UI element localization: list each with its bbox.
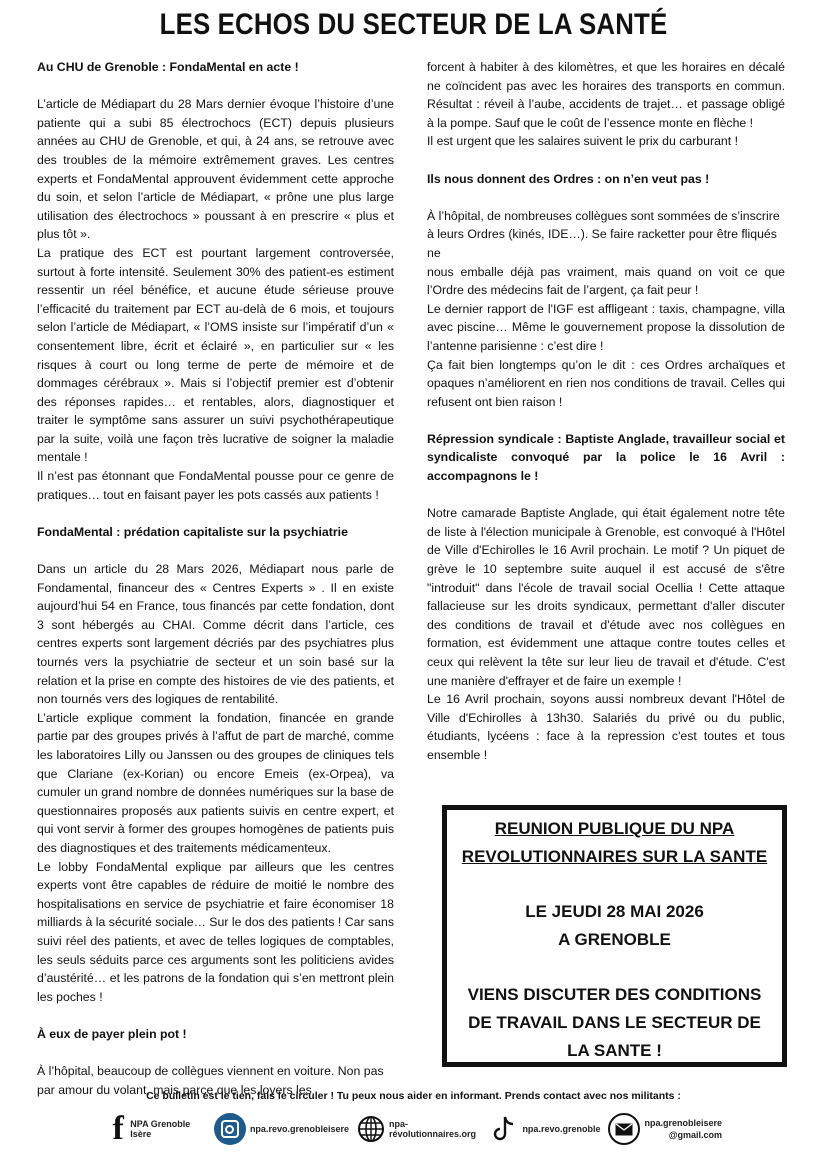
section-heading-repression: Répression syndicale : Baptiste Anglade, travailleur social et syndicaliste convoqué par la police le 16 Avril : accompagnons le ! [427, 431, 785, 484]
contact-facebook[interactable] [110, 1110, 206, 1148]
facebook-icon: f [112, 1110, 124, 1147]
paragraph: Le dernier rapport de l'IGF est affligeant : taxis, champagne, villa avec piscine… Même le gouvernement propose la dissolution de l’antenne parisienne : c’est dire ! [427, 301, 785, 353]
instagram-icon [214, 1113, 246, 1145]
contact-label: @gmail.com [668, 1130, 722, 1140]
contact-label: npa.revo.grenoble [522, 1124, 601, 1134]
contact-label: npa.grenobleisere [644, 1118, 722, 1128]
mail-icon [608, 1113, 640, 1145]
paragraph: L’article de Médiapart du 28 Mars dernier évoque l’histoire d’une patiente qui a subi 85 électrochocs (ECT) depuis plusieurs années au CHU de Grenoble, et qui, à 24 ans, se retrouve avec des troubles de la mémoire extrêmement graves. Les centres experts et FondaMental approuvent évidemment cette approche du soin, et selon l’article de Médiapart, « prône une plus large utilisation des électrochocs » poussant à en prescrire « plus et plus tôt ». [37, 97, 394, 242]
paragraph: L’article explique comment la fondation, financée en grande partie par des groupes privés à l’affut de part de marché, comme les laboratoires Lilly ou Janssen ou des groupes de cliniques tels que Clariane (ex-Korian) ou encore Emeis (ex-Orpea), va cumuler un grand nombre de données numériques sur la base de questionnaires proposés aux patients suivis en centre expert, et qui vont servir à former des groupes homogènes de patients puis des diagnostiques et des traitements médicamenteux. [37, 710, 394, 855]
contact-instagram[interactable] [214, 1113, 349, 1145]
paragraph: Dans un article du 28 Mars 2026, Médiapart nous parle de Fondamental, financeur des « Centres Experts » . Il en existe aujourd’hui 54 en France, tous financés par cette fondation, dont 3 sont hébergés au CHAI. Comme décrit dans l’article, ces centres experts sont largement décriés par des psychiatres plus tournés vers la psychiatrie de secteur et un soin basé sur la relation et la prise en compte des histoires de vie des patients, et non tournés vers des logiques de rentabilité. [37, 562, 394, 707]
contact-label: npa.revo.grenobleisere [249, 1124, 349, 1134]
event-announcement-box [442, 805, 787, 1067]
event-call-line: DE TRAVAIL DANS LE SECTEUR DE [468, 1013, 761, 1032]
right-column [427, 58, 785, 765]
tiktok-icon [490, 1114, 518, 1144]
globe-icon [357, 1115, 385, 1143]
section-heading-fondamental: FondaMental : prédation capitaliste sur la psychiatrie [37, 524, 348, 539]
event-title-line: REUNION PUBLIQUE DU NPA [494, 819, 735, 838]
contact-website[interactable] [357, 1115, 482, 1143]
paragraph: À l’hôpital, de nombreuses collègues sont sommées de s’inscrire à leurs Ordres (kinés, IDE…). Se faire racketter pour être fliqués ne [427, 208, 780, 260]
paragraph: Le lobby FondaMental explique par ailleurs que les centres experts vont être capables de réduire de moitié le nombre des hospitalisations en service de psychiatrie et faire économiser 18 milliards à la sécurité sociale… Sur le dos des patients ! Car sans suivi réel des patients, et avec de telles logiques de comptables, les seuls séduits parce ces arguments sont les politiciens avides d’austérité… et les patrons de la fondation qui s’en mettront plein les poches ! [37, 859, 394, 1004]
contact-email[interactable] [608, 1113, 722, 1145]
paragraph: forcent à habiter à des kilomètres, et que les horaires en décalé ne coïncident pas avec les horaires des transports en commun. Résultat : réveil à l’aube, accidents de trajet… et passage obligé à la pompe. Sauf que le coût de l’essence monte en flèche ! [427, 60, 785, 130]
paragraph: À l’hôpital, beaucoup de collègues viennent en voiture. Non pas par amour du volant, mais parce que les loyers les [37, 1064, 384, 1097]
contact-label: npa-révolutionnaires.org [388, 1119, 477, 1139]
paragraph: Le 16 Avril prochain, soyons aussi nombreux devant l'Hôtel de Ville d'Echirolles à 13h30. Salariés du privé ou du public, étudiants, lycéens : face à la repression c'est toutes et tous ensemble ! [427, 692, 785, 762]
section-heading-ordres: Ils nous donnent des Ordres : on n’en veut pas ! [427, 171, 710, 186]
footer-message: Ce bulletin est le tien, fais le circuler ! Tu peux nous aider en informant. Prends contact avec nos militants : [146, 1090, 681, 1102]
contact-bar [110, 1106, 730, 1152]
event-call-line: LA SANTE ! [567, 1041, 662, 1060]
paragraph: Il est urgent que les salaires suivent le prix du carburant ! [427, 134, 739, 149]
paragraph: Ça fait bien longtemps qu’on le dit : ces Ordres archaïques et opaques n’améliorent en rien nos conditions de travail. Celles qui refusent ont bien raison ! [427, 357, 785, 409]
contact-tiktok[interactable] [490, 1114, 600, 1144]
event-date: LE JEUDI 28 MAI 2026 [525, 902, 704, 921]
section-heading-payer-plein-pot: À eux de payer plein pot ! [37, 1026, 187, 1041]
paragraph: nous emballe déjà pas vraiment, mais quand on voit ce que l’Ordre des médecins fait de l’argent, ça fait peur ! [427, 264, 785, 298]
event-location: A GRENOBLE [558, 930, 671, 949]
section-heading-chu-grenoble: Au CHU de Grenoble : FondaMental en acte ! [37, 60, 299, 74]
contact-label: NPA Grenoble Isère [130, 1119, 191, 1139]
paragraph: Il n’est pas étonnant que FondaMental pousse pour ce genre de pratiques… tout en faisant payer les pots cassés aux patients ! [37, 469, 394, 502]
event-call-line: VIENS DISCUTER DES CONDITIONS [467, 985, 762, 1004]
paragraph: Notre camarade Baptiste Anglade, qui était également notre tête de liste à l'élection municipale à Grenoble, est convoqué à l'Hôtel de Ville d'Echirolles le 16 Avril prochain. Le motif ? Un piquet de grève le 10 septembre suite auquel il est accusé de s'être "introduit" dans l'école de travail social Ocellia ! Cette attaque fallacieuse sur les droits syndicaux, permettant d'aller discuter des conditions de travail et d'étude avec nos collègues en formation, est évidemment une attaque contre toutes celles et ceux qui relèvent la tête sur leur lieu de travail et d'étude. C'est une manière d'effrayer et de faire un exemple ! [427, 506, 785, 688]
page-title: LES ECHOS DU SECTEUR DE LA SANTÉ [159, 8, 668, 41]
paragraph: La pratique des ECT est pourtant largement controversée, surtout à forte intensité. Seulement 30% des patient-es estiment ressentir un réel bénéfice, et aucune étude sérieuse prouve l’efficacité du traitement par ECT au-delà de 6 mois, et toujours selon l’article de Médiapart, « l’OMS insiste sur l’impératif d’un « consentement libre, écrit et éclairé », en particulier sur « les risques à court ou long terme de perte de mémoire et de dommages cérébraux ». Mais si l’objectif premier est d’obtenir des réponses rapides… et rentables, alors, diagnostiquer et traiter le symptôme sans assurer un suivi psychothérapeutique par la suite, voilà une façon très lucrative de soigner la maladie mentale ! [37, 245, 394, 465]
left-column [37, 58, 394, 1099]
event-title-line: REVOLUTIONNAIRES SUR LA SANTE [461, 847, 768, 866]
